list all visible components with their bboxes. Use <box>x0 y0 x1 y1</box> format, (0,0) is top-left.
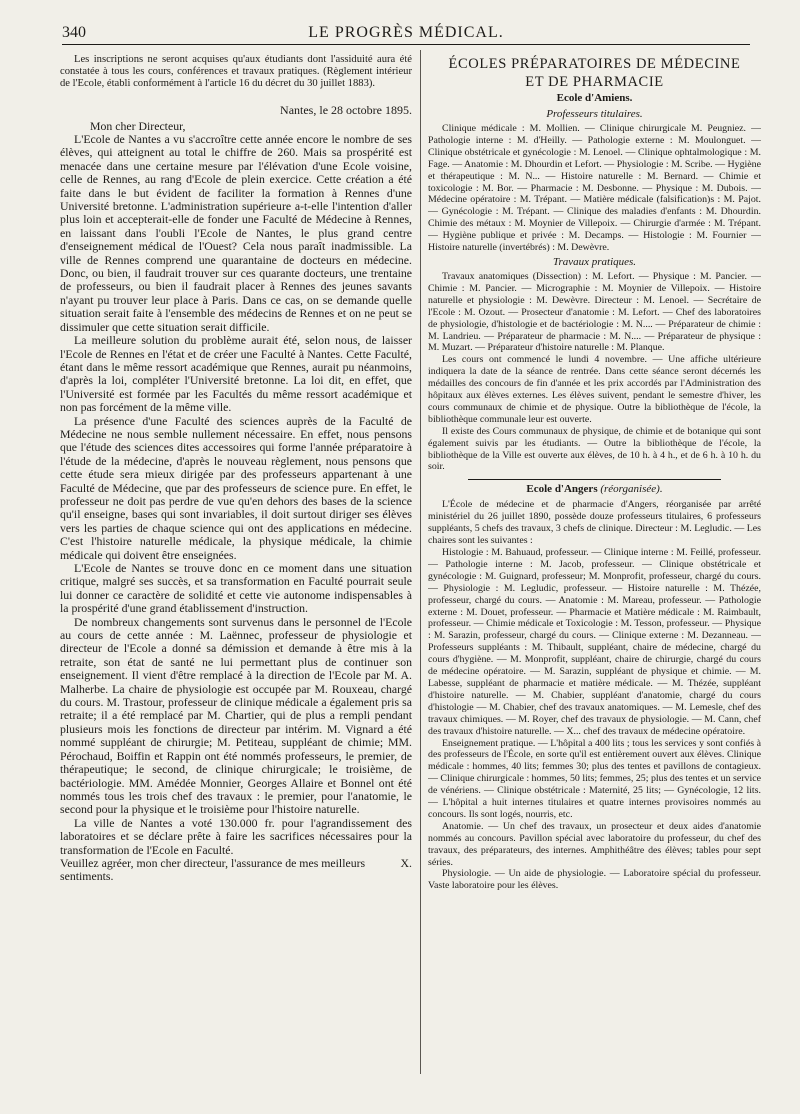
page-header <box>62 22 750 45</box>
letter-paragraph: L'Ecole de Nantes a vu s'accroître cette année encore le nombre de ses élèves, qui atteignent au total le chiffre de 260. Mais sa prospérité est menacée dans une certaine mesure par l'élévation d'une Ecole voisine, celle de Rennes, au rang d'Ecole de plein exercice. Cette création a été faite dans le but évident de faciliter la formation à Rennes d'une Université bretonne. L'administration supérieure a-t-elle l'intention d'aller plus loin et accepterait-elle de fonder une Faculté de Médecine à Rennes, en laissant dans l'oubli l'Ecole de Nantes, le plus grand centre d'enseignement médical de l'Ouest? Cela nous paraît inadmissible. La ville de Rennes comprend une quarantaine de docteurs en médecine. Donc, ou bien, il faudrait trouver sur ces quarante docteurs, une trentaine de professeurs, ou bien il faudrait placer à Rennes des jeunes savants n'ayant pu trouver leur place à Paris. Dans ce cas, on se demande quelle situation serait faite à l'ensemble des médecins de Rennes et on ne peut se dissimuler que cette situation serait difficile. <box>60 132 412 334</box>
right-column <box>428 54 761 1106</box>
left-column <box>60 54 412 1106</box>
angers-anatomie: Anatomie. — Un chef des travaux, un prosecteur et deux aides d'anatomie nommés au concours. Pavillon spécial avec laboratoire du professeur, du chef des travaux, des préparateurs, des internes. Amphithéâtre des élèves; tables pour sept séries. <box>428 820 761 868</box>
angers-intro: L'École de médecine et de pharmacie d'Angers, réorganisée par arrêté ministériel du 26 juillet 1890, possède douze professeurs titulaires, 6 professeurs suppléants, 5 chefs des travaux, 3 chefs de clinique. Directeur : M. Legludic. — Les chaires sont les suivantes : <box>428 499 761 547</box>
amiens-titulaires: Clinique médicale : M. Mollien. — Clinique chirurgicale M. Peugniez. — Pathologie interne : M. d'Heilly. — Pathologie externe : M. Moulonguet. — Clinique obstétricale et gynécologie : M. Lenoel. — Clinique ophtalmologique : M. Fage. — Anatomie : M. Dhourdin et Lefort. — Physiologie : M. Scribe. — Hygiène et thérapeutique : M. N... — Histoire naturelle : M. Bernard. — Chimie et toxicologie : M. Bor. — Pharmacie : M. Desbonne. — Physique : M. Dubois. — Médecine opératoire : M. Trépant. — Matière médicale (falsification)s : M. Pajot. — Gynécologie : M. Trépant. — Clinique des maladies d'enfants : M. Dhourdin. Chimie des métaux : M. Moynier de Villepoix. — Chirurgie d'armée : M. Trépant. — Hygiène publique et privée : M. Decamps. — Histologie : M. Fournier — Histoire naturelle (invertébrés) : M. Dewèvre. <box>428 123 761 254</box>
angers-physiologie: Physiologie. — Un aide de physiologie. — Laboratoire spécial du professeur. Vaste laboratoire pour les élèves. <box>428 868 761 892</box>
signature: X. <box>400 855 412 870</box>
journal-title: LE PROGRÈS MÉDICAL. <box>308 24 504 41</box>
letter-salutation: Mon cher Directeur, <box>90 118 186 133</box>
angers-heading-note: (réorganisée). <box>600 483 663 496</box>
letter-paragraph: L'Ecole de Nantes se trouve donc en ce moment dans une situation critique, malgré ses succès, et sa transformation en Faculté pourrait seule lui donner ce caractère de solidité et cette vie autonome indispensables à la prospérité d'une grand établissement d'instruction. <box>60 561 412 616</box>
section-rule <box>468 479 721 480</box>
amiens-cours-communaux: Il existe des Cours communaux de physique, de chimie et de botanique qui sont également suivis par les étudiants. — Outre la bibliothèque de l'école, la bibliothèque de la Ville est ouverte aux élèves, de 10 h. à 4 h., et de 6 h. à 10 h. du soir. <box>428 425 761 473</box>
section-title-line1: ÉCOLES PRÉPARATOIRES DE MÉDECINE <box>448 56 741 72</box>
letter-paragraph: La présence d'une Faculté des sciences auprès de la Faculté de Médecine ne nous semble nullement nécessaire. En effet, nous pensons que l'étude des sciences dites accessoires qui forme l'année préparatoire à l'étude de la médecine, d'après le nouveau règlement, nous pensons que cette étude sera mieux dirigée par des professeurs appartenant à une Faculté de Médecine, que par des professeurs de science pure. En effet, le professeur ne doit pas perdre de vue qu'en dehors des bases de la science qu'il enseigne, bases qui sont invariables, il doit surtout diriger ses élèves vers les parties de chaque science qui ont des applications en médecine. C'est l'histoire naturelle médicale, la physique médicale, la chimie médicale qui doivent être enseignées. <box>60 413 412 562</box>
amiens-travaux: Travaux anatomiques (Dissection) : M. Lefort. — Physique : M. Pancier. — Chimie : M. Pancier. — Micrographie : M. Moynier de Villepoix. — Histoire naturelle et physiologie : M. Dewèvre. Directeur : M. Lenoel. — Secrétaire de l'Ecole : M. Ozout. — Prosecteur d'anatomie : M. Lefort. — Chef des laboratoires de physiologie, d'histologie et de bactériologie : M. N.... — Préparateur de chimie : M. Landrieu. — Préparateur de pharmacie : M. N.... — Préparateur de physique : M. Muzart. — Préparateur d'histoire naturelle : M. Planque. <box>428 270 761 354</box>
angers-enseignement: Enseignement pratique. — L'hôpital a 400 lits ; tous les services y sont confiés à des professeurs de l'École, en sorte qu'il est entièrement ouvert aux élèves. Clinique médicale : hommes, 40 lits; femmes 30; plus des tentes et pavillons de contagieux. — Clinique chirurgicale : hommes, 50 lits; femmes, 25; plus des tentes et un service de vénériens. — Clinique obstétricale : Maternité, 25 lits; — Gynécologie, 12 lits. — L'hôpital a huit internes titulaires et quatre internes provisoires nommés au concours. Ils sont logés, nourris, etc. <box>428 737 761 820</box>
angers-heading <box>428 483 761 495</box>
angers-chaires: Histologie : M. Bahuaud, professeur. — Clinique interne : M. Feillé, professeur. — Pathologie interne : M. Jacob, professeur. — Clinique obstétricale et gynécologie : M. Guignard, professeur; M. Monprofit, professeur, chargé du cours. — Physiologie : M. Legludic, professeur. — Histoire naturelle : M. Thézée, professeur, chargé du cours. — Anatomie : M. Mareau, professeur. — Pathologie externe : M. Douet, professeur. — Pharmacie et Matière médicale : M. Raimbault, professeur. — Chimie médicale et Toxicologie : M. Tesson, professeur. — Physique : M. Sarazin, professeur, chargé du cours. — Clinique externe : M. Dezanneau. — Professeurs suppléants : M. Thibault, suppléant, chaire de médecine, chargé du cours d'hygiène. — M. Monprofit, suppléant, chaire de chirurgie, chargé du cours de médecine opératoire. — M. Sarazin, suppléant de physique et chimie. — M. Labesse, suppléant de pharmacie et matière médicale. — M. Thézée, suppléant d'histoire naturelle. — M. Chabier, suppléant d'anatomie, chargé du cours d'histologie — M. Chabier, chef des travaux anatomiques. — M. Lemesle, chef des travaux chimiques. — M. Royer, chef des travaux de physiologie. — M. Cann, chef des travaux d'histoire naturelle. — X... chef des travaux de médecine opératoire. <box>428 547 761 737</box>
letter-paragraph: La meilleure solution du problème aurait été, selon nous, de laisser l'Ecole de Rennes en l'état et de créer une Faculté à Nantes. Cette Faculté, étant dans le même ressort académique que Rennes, aurait pu néanmoins, d'après la loi, compléter l'Université bretonne. La loi dit, en effet, que l'Université est formée par les Facultés du même ressort académique et non pas forcément de la même ville. <box>60 333 412 415</box>
page-number: 340 <box>62 24 86 41</box>
travaux-subheading: Travaux pratiques. <box>552 255 637 268</box>
titulaires-subheading: Professeurs titulaires. <box>546 108 643 120</box>
letter-paragraph: De nombreux changements sont survenus dans le personnel de l'Ecole au cours de cette année : M. Laënnec, professeur de physiologie et directeur de l'Ecole a donné sa démission et demande à être mis à la retraite, son état de santé ne lui permettant plus de continuer son enseignement. Il vient d'être remplacé à la direction de l'Ecole par M. A. Malherbe. La chaire de physiologie est occupée par M. Rouxeau, chargé du cours. M. Trastour, professeur de clinique médicale a également pris sa retraite; il a été remplacé par M. Chartier, qui de plus a rempli pendant plusieurs mois les fonctions de directeur par intérim. M. Vignard a été nommé suppléant de chirurgie; M. Petiteau, suppléant de chimie; MM. Pérochaud, Boiffin et Rappin ont été nommés professeurs, le premier, de thérapeutique; le second, de clinique chirurgicale; le troisième, de bactériologie. MM. Amédée Monnier, Georges Allaire et Bonnel ont été nommés tous les trois chef des travaux : le premier, pour l'anatomie, le second pour la physique et le troisième pour l'histoire naturelle. <box>60 614 412 817</box>
letter-paragraph: La ville de Nantes a voté 130.000 fr. pour l'agrandissement des laboratoires et se déclare prête à faire les sacrifices nécessaires pour la transformation de l'Ecole en Faculté. <box>60 815 412 857</box>
section-title-line2: ET DE PHARMACIE <box>525 74 664 90</box>
letter-closing <box>60 857 412 884</box>
column-divider <box>420 50 421 1074</box>
closing-text: Veuillez agréer, mon cher directeur, l'assurance de mes meilleurs sentiments. <box>60 855 366 884</box>
angers-heading-text: Ecole d'Angers <box>526 483 598 496</box>
amiens-heading: Ecole d'Amiens. <box>556 92 633 104</box>
amiens-cours: Les cours ont commencé le lundi 4 novembre. — Une affiche ultérieure indiquera la date de la séance de rentrée. Dans cette séance seront décernés les médailles des concours de fin d'année et les prix accordés par l'Administration des hôpitaux aux élèves externes. Les élèves suivent, pendant le semestre d'hiver, les cours communaux de chimie et de physique. Outre la bibliothèque de l'école, la bibliothèque communale leur est ouverte. <box>428 354 761 425</box>
regulation-note: Les inscriptions ne seront acquises qu'aux étudiants dont l'assiduité aura été constatée à tous les cours, conférences et travaux pratiques. (Règlement intérieur de l'Ecole, établi conformément à l'article 16 du décret du 30 juillet 1883). <box>60 54 412 90</box>
letter-dateline: Nantes, le 28 octobre 1895. <box>280 102 412 117</box>
